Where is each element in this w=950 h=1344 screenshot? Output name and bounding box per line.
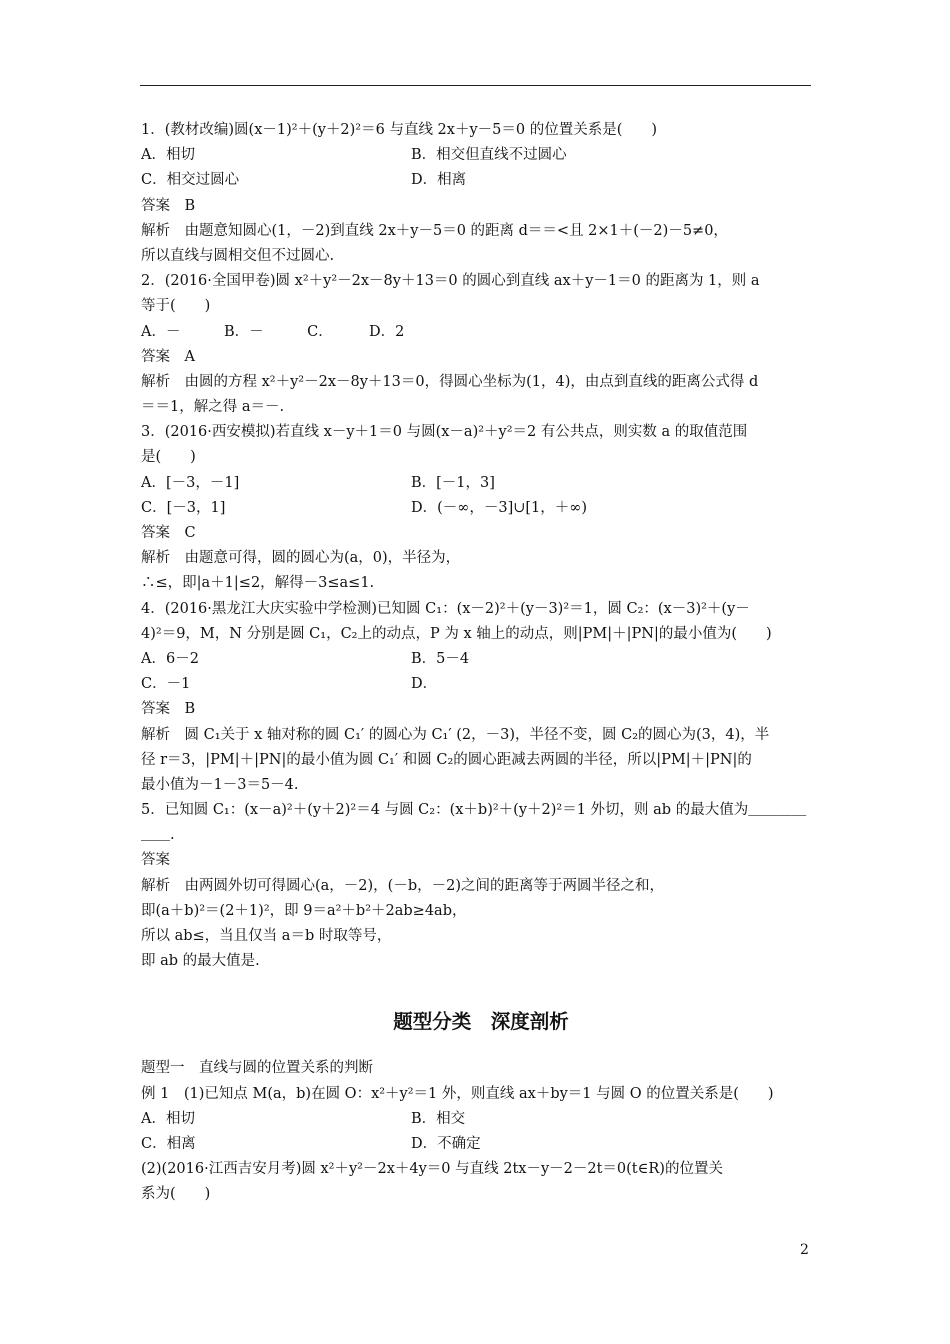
question-2-stem: 2．(2016·全国甲卷)圆 x²＋y²－2x－8y＋13＝0 的圆心到直线 ax＋y－1＝0 的距离为 1，则 a (141, 273, 760, 290)
question-4-analysis-line: 最小值为－1－3＝5－4. (141, 776, 299, 793)
question-1-options-row-2 (141, 168, 813, 193)
question-4-options-row-1 (141, 647, 813, 672)
question-2-stem: 等于( ) (141, 298, 211, 315)
option-b: B．相交 (411, 1110, 466, 1127)
document-body (141, 118, 813, 1208)
question-4-analysis-line: 径 r＝3，|PM|＋|PN|的最小值为圆 C₁′ 和圆 C₂的圆心距减去两圆的半径，所以|PM|＋|PN|的 (141, 751, 752, 768)
question-4-answer: 答案 B (141, 701, 196, 718)
option-a: A．相切 (141, 1110, 195, 1127)
option-d: D．相离 (411, 172, 467, 189)
example-1-part-1: 例 1 (1)已知点 M(a，b)在圆 O：x²＋y²＝1 外，则直线 ax＋by＝1 与圆 O 的位置关系是( ) (141, 1085, 774, 1102)
question-4-analysis-line: 解析 圆 C₁关于 x 轴对称的圆 C₁′ 的圆心为 C₁′ (2，－3)，半径不变，圆 C₂的圆心为(3，4)，半 (141, 726, 770, 743)
section-title: 题型分类 深度剖析 (393, 1010, 569, 1034)
option-c: C．[－3，1] (141, 499, 226, 516)
question-1-analysis-line: 解析 由题意知圆心(1，－2)到直线 2x＋y－5＝0 的距离 d＝＝<且 2×1＋(－2)－5≠0， (141, 222, 728, 239)
option-d: D． (411, 676, 438, 693)
question-4-options-row-2 (141, 672, 813, 697)
option-a: A．相切 (141, 147, 195, 164)
option-c: C．相离 (141, 1135, 196, 1152)
option-a: A．[－3，－1] (141, 474, 240, 491)
question-1-stem: 1．(教材改编)圆(x－1)²＋(y＋2)²＝6 与直线 2x＋y－5＝0 的位置关系是( ) (141, 122, 658, 138)
example-1-options-row-2 (141, 1132, 813, 1157)
option-b: B．5－4 (411, 650, 470, 667)
option-c: C．相交过圆心 (141, 172, 240, 189)
question-3-stem: 3．(2016·西安模拟)若直线 x－y＋1＝0 与圆(x－a)²＋y²＝2 有公共点，则实数 a 的取值范围 (141, 424, 748, 441)
question-5-answer: 答案 (141, 852, 170, 869)
option-d: D．(－∞，－3]∪[1，＋∞) (411, 499, 588, 516)
example-1-part-2: (2)(2016·江西吉安月考)圆 x²＋y²－2x＋4y＝0 与直线 2tx－y－2－2t＝0(t∈R)的位置关 (141, 1161, 723, 1178)
question-4-stem: 4)²＝9，M，N 分别是圆 C₁，C₂上的动点，P 为 x 轴上的动点，则|PM|＋|PN|的最小值为( ) (141, 625, 772, 642)
question-5-stem: ＿＿. (141, 827, 175, 844)
question-2-answer: 答案 A (141, 348, 195, 365)
question-1-answer: 答案 B (141, 197, 196, 214)
question-5-analysis-line: 解析 由两圆外切可得圆心(a，－2)，(－b，－2)之间的距离等于两圆半径之和， (141, 877, 665, 894)
option-a: A．6－2 (141, 650, 199, 667)
page-number: 2 (800, 1242, 809, 1258)
question-1-options-row-1 (141, 143, 813, 168)
question-3-answer: 答案 C (141, 525, 196, 541)
example-1-options-row-1 (141, 1107, 813, 1132)
question-2-analysis-line: ＝＝1，解之得 a＝－. (141, 399, 285, 416)
example-1-part-2: 系为( ) (141, 1186, 211, 1203)
question-3-stem: 是( ) (141, 449, 196, 466)
question-1-analysis-line: 所以直线与圆相交但不过圆心. (141, 247, 335, 264)
option-d: D．不确定 (411, 1135, 481, 1152)
question-4-stem: 4．(2016·黑龙江大庆实验中学检测)已知圆 C₁：(x－2)²＋(y－3)²＝1，圆 C₂：(x－3)²＋(y－ (141, 600, 750, 617)
option-c: C．－1 (141, 676, 191, 693)
question-3-options-row-2 (141, 496, 813, 521)
question-3-options-row-1 (141, 471, 813, 496)
question-5-analysis-line: 即(a＋b)²＝(2＋1)²，即 9＝a²＋b²＋2ab≥4ab， (141, 902, 467, 919)
option-b: B．[－1，3] (411, 474, 495, 491)
type-1-heading: 题型一 直线与圆的位置关系的判断 (141, 1060, 373, 1077)
question-2-analysis-line: 解析 由圆的方程 x²＋y²－2x－8y＋13＝0，得圆心坐标为(1，4)，由点到直线的距离公式得 d (141, 373, 759, 390)
question-5-analysis-line: 即 ab 的最大值是. (141, 953, 260, 970)
option-b: B．相交但直线不过圆心 (411, 147, 567, 164)
question-2-options: A．－ B．－ C． D．2 (141, 323, 405, 340)
question-5-analysis-line: 所以 ab≤，当且仅当 a＝b 时取等号， (141, 928, 392, 944)
question-5-stem: 5．已知圆 C₁：(x－a)²＋(y＋2)²＝4 与圆 C₂：(x＋b)²＋(y＋2)²＝1 外切，则 ab 的最大值为＿＿＿＿ (141, 802, 807, 819)
question-3-analysis-line: ∴≤，即|a＋1|≤2，解得－3≤a≤1. (141, 575, 375, 592)
header-rule (140, 85, 811, 86)
question-3-analysis-line: 解析 由题意可得，圆的圆心为(a，0)，半径为， (141, 550, 461, 567)
